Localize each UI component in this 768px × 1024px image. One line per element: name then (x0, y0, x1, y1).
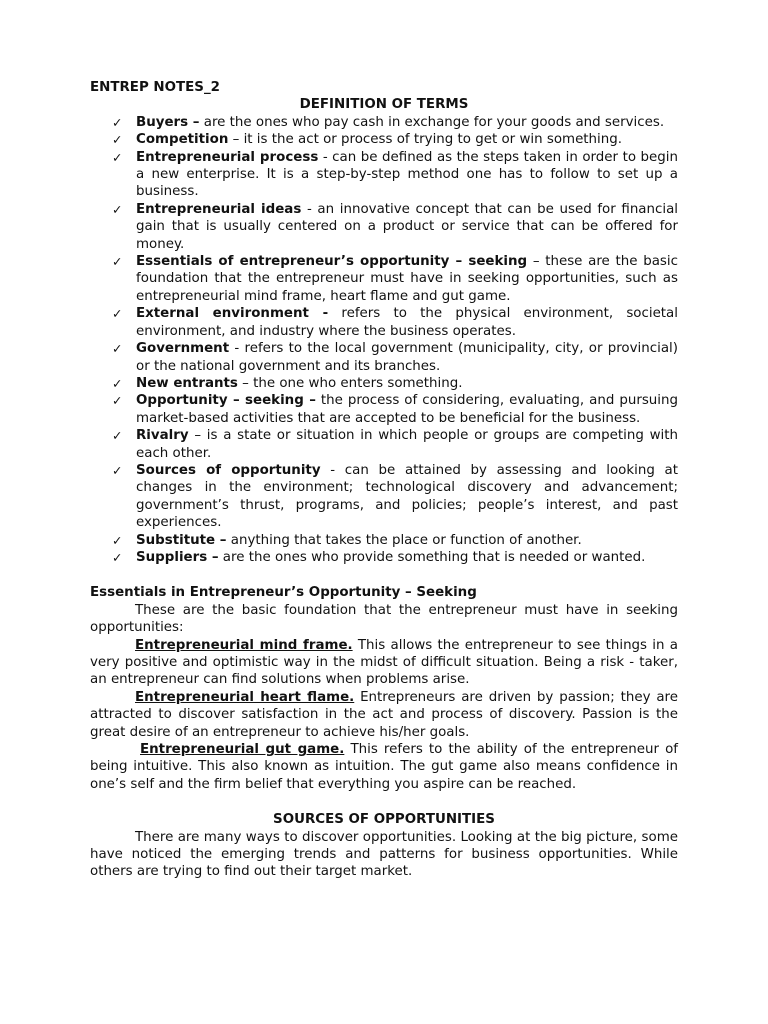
definition-text: - can be attained by assessing and looking at changes in the environment; technological discovery and advancement; government’s thrust, programs, and policies; people’s interest, and past experiences. (136, 462, 678, 531)
check-mark-icon: ✓ (112, 254, 123, 270)
definition-term: Sources of opportunity (136, 462, 321, 478)
essentials-heading: Essentials in Entrepreneur’s Opportunity – Seeking (90, 585, 477, 601)
definition-text: are the ones who provide something that is needed or wanted. (218, 549, 646, 565)
essentials-term: Entrepreneurial mind frame. (135, 637, 353, 653)
check-mark-icon: ✓ (112, 306, 123, 322)
definition-text: – it is the act or process of trying to get or win something. (228, 132, 623, 148)
definition-text: – the one who enters something. (237, 375, 463, 391)
essentials-term: Entrepreneurial heart flame. (135, 689, 355, 705)
definition-item (90, 532, 678, 549)
definition-item (90, 427, 678, 462)
definition-term: Essentials of entrepreneur’s opportunity – seeking (136, 254, 528, 270)
definition-term: Opportunity – seeking – (136, 393, 316, 409)
definition-item (90, 462, 678, 532)
definition-term: Buyers – (136, 114, 200, 130)
definition-item (90, 549, 678, 566)
sources-heading: SOURCES OF OPPORTUNITIES (273, 812, 495, 828)
definition-item (90, 201, 678, 253)
definition-text: – is a state or situation in which people or groups are competing with each other. (136, 428, 678, 461)
essentials-item (90, 689, 678, 741)
definitions-heading: DEFINITION OF TERMS (299, 97, 469, 113)
definition-text: refers to the physical environment, societal environment, and industry where the business operates. (136, 306, 678, 339)
essentials-text: This refers to the ability of the entrepreneur of being intuitive. This also known as intuition. The gut game also means confidence in one’s self and the firm belief that everything you aspire can be reached. (90, 742, 678, 792)
sources-paragraph: There are many ways to discover opportunities. Looking at the big picture, some have noticed the emerging trends and patterns for business opportunities. While others are trying to find out their target market. (90, 829, 678, 880)
essentials-text: This allows the entrepreneur to see things in a very positive and optimistic way in the midst of difficult situation. Being a risk - taker, an entrepreneur can find solutions when problems arise. (90, 637, 678, 688)
essentials-item (90, 741, 678, 793)
definition-item (90, 392, 678, 427)
definition-item (90, 305, 678, 340)
check-mark-icon: ✓ (112, 375, 123, 391)
definition-term: Competition (136, 132, 229, 148)
definition-term: Entrepreneurial ideas (136, 201, 302, 217)
check-mark-icon: ✓ (112, 428, 123, 444)
document-content (90, 79, 678, 881)
definition-term: Suppliers – (136, 549, 219, 565)
check-mark-icon: ✓ (112, 132, 123, 148)
check-mark-icon: ✓ (112, 393, 123, 409)
definition-term: New entrants (136, 375, 238, 391)
definition-item (90, 114, 678, 131)
definition-text: anything that takes the place or function of another. (226, 532, 582, 548)
essentials-intro: These are the basic foundation that the entrepreneur must have in seeking opportunities: (90, 602, 678, 636)
definition-item (90, 149, 678, 201)
definition-item (90, 375, 678, 392)
definition-text: are the ones who pay cash in exchange for your goods and services. (199, 114, 665, 130)
document-title: ENTREP NOTES_2 (90, 80, 220, 95)
definition-term: Government (136, 341, 230, 357)
check-mark-icon: ✓ (112, 549, 123, 565)
essentials-item (90, 637, 678, 689)
check-mark-icon: ✓ (112, 201, 123, 217)
check-mark-icon: ✓ (112, 532, 123, 548)
definition-text: the process of considering, evaluating, and pursuing market-based activities that are accepted to be beneficial for the business. (136, 393, 678, 426)
definition-text: - an innovative concept that can be used for financial gain that is usually centered on a product or service that can be offered for money. (136, 201, 679, 252)
definition-term: Rivalry (136, 428, 189, 444)
definition-item (90, 253, 678, 305)
essentials-term: Entrepreneurial gut game. (140, 742, 345, 758)
definition-text: - refers to the local government (municipality, city, or provincial) or the national government and its branches. (136, 341, 678, 374)
check-mark-icon: ✓ (112, 462, 123, 478)
definition-text: – these are the basic foundation that the entrepreneur must have in seeking opportunities, such as entrepreneurial mind frame, heart flame and gut game. (136, 254, 678, 304)
definition-term: Substitute – (136, 532, 227, 548)
definition-term: External environment - (136, 306, 329, 322)
definition-item (90, 131, 678, 148)
essentials-text: Entrepreneurs are driven by passion; they are attracted to discover satisfaction in the act and process of discovery. Passion is the great desire of an entrepreneur to achieve his/her goals. (90, 689, 678, 740)
check-mark-icon: ✓ (112, 114, 123, 130)
definition-text: - can be defined as the steps taken in order to begin a new enterprise. It is a step-by-step method one has to follow to set up a business. (136, 149, 678, 200)
definition-term: Entrepreneurial process (136, 149, 319, 165)
definition-item (90, 340, 678, 375)
check-mark-icon: ✓ (112, 149, 123, 165)
check-mark-icon: ✓ (112, 341, 123, 357)
definitions-list (90, 114, 678, 567)
